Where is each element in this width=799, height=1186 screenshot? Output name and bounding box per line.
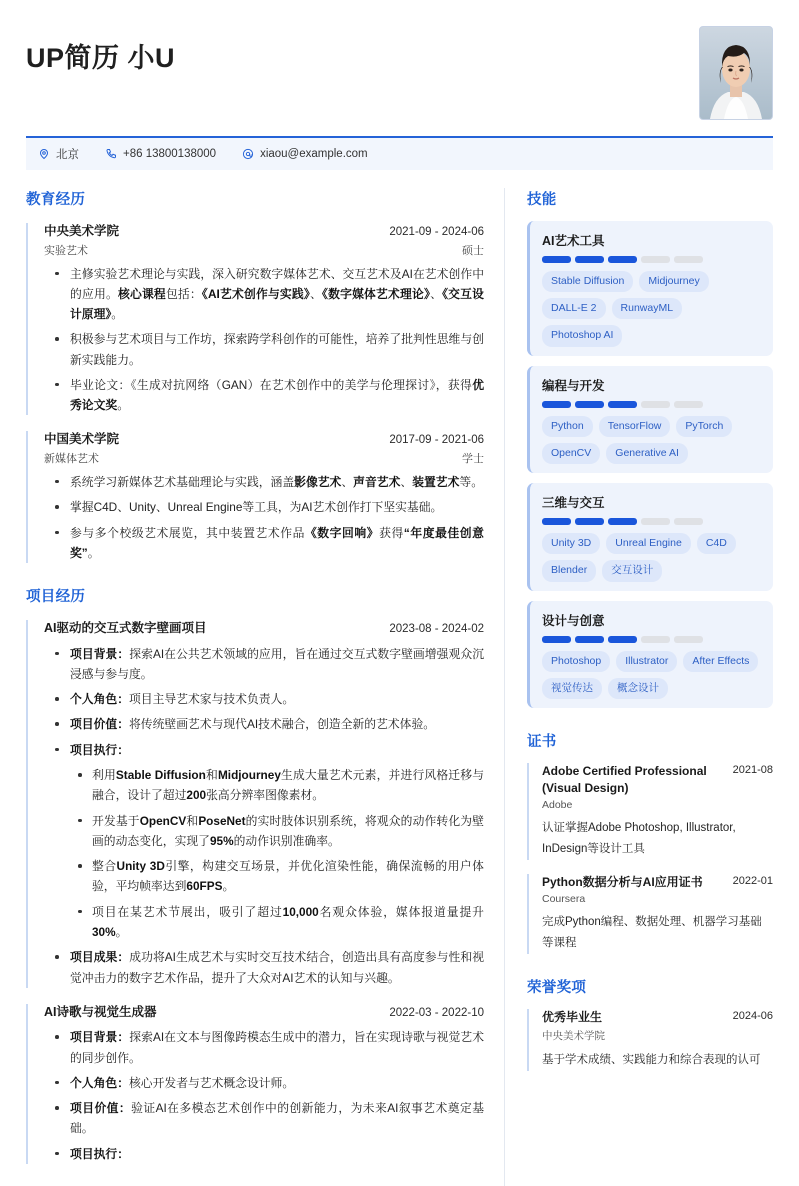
skill-level-segment	[575, 636, 604, 643]
skill-level-segment	[608, 256, 637, 263]
side-entry-date: 2024-06	[732, 1010, 773, 1023]
skill-tag-list	[542, 533, 761, 581]
section-title: 教育经历	[26, 192, 86, 208]
resume-entry	[26, 223, 484, 415]
contact-location	[38, 146, 79, 162]
page-title: UP简历 小U	[26, 43, 176, 73]
skill-level-segment	[674, 401, 703, 408]
entry-organization: AI驱动的交互式数字壁画项目	[44, 621, 207, 636]
resume-body	[26, 188, 773, 1186]
skill-tag: RunwayML	[612, 298, 683, 319]
sub-bullet-item: 整合Unity 3D引擎，构建交互场景，并优化渲染性能，确保流畅的用户体验，平均帧率达到60FPS。	[70, 856, 484, 897]
bullet-item: 参与多个校级艺术展览，其中装置艺术作品《数字回响》获得“年度最佳创意奖”。	[44, 523, 484, 564]
entry-header	[44, 431, 484, 449]
bullet-item: 项目价值：将传统壁画艺术与现代AI技术融合，创造全新的艺术体验。	[44, 714, 484, 734]
resume-entry	[26, 1004, 484, 1164]
phone-icon	[105, 148, 117, 160]
entry-organization: AI诗歌与视觉生成器	[44, 1004, 157, 1019]
entry-bullet-list	[44, 472, 484, 563]
resume-entry	[26, 431, 484, 563]
bullet-item: 系统学习新媒体艺术基础理论与实践，涵盖影像艺术、声音艺术、装置艺术等。	[44, 472, 484, 492]
avatar	[699, 26, 773, 120]
skill-level-segment	[542, 401, 571, 408]
entry-date: 2017-09 - 2021-06	[389, 434, 484, 447]
skill-level-segment	[608, 636, 637, 643]
skill-level-bar	[542, 401, 761, 408]
skill-tag: TensorFlow	[599, 416, 671, 437]
entry-date: 2023-08 - 2024-02	[389, 623, 484, 636]
sub-bullet-item: 开发基于OpenCV和PoseNet的实时肢体识别系统，将观众的动作转化为壁画的动态变化，实现了95%的动作识别准确率。	[70, 811, 484, 852]
side-entry-header	[542, 874, 773, 891]
side-entry-issuer: Adobe	[542, 798, 573, 811]
side-entry-description: 认证掌握Adobe Photoshop, Illustrator, InDesign等设计工具	[542, 821, 736, 856]
entry-date: 2021-09 - 2024-06	[389, 226, 484, 238]
side-entry-description: 基于学术成绩、实践能力和综合表现的认可	[542, 1053, 761, 1066]
main-section	[26, 585, 484, 1164]
entry-organization: 中国美术学院	[44, 432, 120, 447]
honors-section	[527, 976, 773, 1071]
skill-tag: 视觉传达	[542, 678, 602, 699]
skill-tag-list	[542, 271, 761, 347]
skill-level-bar	[542, 256, 761, 263]
skill-tag: Unity 3D	[542, 533, 600, 554]
entry-header	[44, 223, 484, 241]
bullet-item: 主修实验艺术理论与实践，深入研究数字媒体艺术、交互艺术及AI在艺术创作中的应用。核心课程包括：《AI艺术创作与实践》、《数字媒体艺术理论》、《交互设计原理》。	[44, 264, 484, 325]
skill-card	[527, 601, 773, 708]
skill-tag: Illustrator	[616, 651, 677, 672]
section-title: 项目经历	[26, 589, 86, 606]
skill-card	[527, 221, 773, 356]
bullet-item: 项目价值：验证AI在多模态艺术创作中的创新能力，为未来AI叙事艺术奠定基础。	[44, 1098, 484, 1139]
skill-level-segment	[641, 636, 670, 643]
contact-email-text: xiaou@example.com	[260, 148, 368, 160]
entry-header	[44, 1004, 484, 1022]
certificates-section-title: 证书	[527, 733, 557, 750]
main-section	[26, 188, 484, 563]
skill-card	[527, 366, 773, 473]
skill-level-segment	[542, 256, 571, 263]
email-at-icon	[242, 148, 254, 160]
skill-tag: Python	[542, 416, 593, 437]
skill-tag: After Effects	[683, 651, 758, 672]
side-entry-description: 完成Python编程、数据处理、机器学习基础等课程	[542, 915, 762, 949]
honors-section-title: 荣誉奖项	[527, 980, 587, 997]
skills-section-title: 技能	[527, 192, 557, 208]
bullet-item: 项目成果：成功将AI生成艺术与实时交互技术结合，创造出具有高度参与性和视觉冲击力的数字艺术作品，提升了大众对AI艺术的认知与兴趣。	[44, 947, 484, 988]
entry-degree: 硕士	[462, 244, 484, 257]
contact-bar	[26, 138, 773, 170]
skill-level-segment	[608, 518, 637, 525]
entry-bullet-list	[44, 1027, 484, 1164]
side-entry-name: Python数据分析与AI应用证书	[542, 875, 703, 890]
skill-level-segment	[674, 636, 703, 643]
skill-level-segment	[542, 636, 571, 643]
skill-tag: DALL-E 2	[542, 298, 606, 319]
skills-section	[527, 188, 773, 708]
entry-major: 实验艺术	[44, 244, 88, 257]
side-entry	[527, 874, 773, 954]
skill-tag: 交互设计	[602, 560, 662, 581]
skill-tag: Midjourney	[639, 271, 708, 292]
skill-card-title: 设计与创意	[542, 613, 605, 628]
skill-tag: Photoshop AI	[542, 325, 622, 346]
entry-date: 2022-03 - 2022-10	[389, 1006, 484, 1019]
entry-subheader	[44, 242, 484, 258]
bullet-item: 项目背景：探索AI在公共艺术领域的应用，旨在通过交互式数字壁画增强观众沉浸感与参与度。	[44, 644, 484, 685]
side-entry-date: 2021-08	[732, 763, 773, 776]
side-entry	[527, 1009, 773, 1071]
entry-bullet-list	[44, 264, 484, 416]
entry-organization: 中央美术学院	[44, 224, 120, 238]
skill-level-segment	[641, 518, 670, 525]
entry-major: 新媒体艺术	[44, 452, 99, 465]
side-entry-issuer: Coursera	[542, 892, 586, 905]
skill-card-title: 三维与交互	[542, 496, 605, 511]
bullet-item: 个人角色：项目主导艺术家与技术负责人。	[44, 689, 484, 709]
skill-level-segment	[575, 256, 604, 263]
skill-level-bar	[542, 518, 761, 525]
skill-tag: Stable Diffusion	[542, 271, 633, 292]
entry-header	[44, 620, 484, 638]
resume-entry	[26, 620, 484, 988]
skill-level-segment	[608, 401, 637, 408]
side-entry-issuer: 中央美术学院	[542, 1029, 605, 1042]
portrait-photo-icon	[700, 27, 772, 119]
certificates-section	[527, 730, 773, 954]
entry-bullet-list	[44, 644, 484, 988]
sub-bullet-list	[70, 765, 484, 942]
bullet-item: 项目背景：探索AI在文本与图像跨模态生成中的潜力，旨在实现诗歌与视觉艺术的同步创作。	[44, 1027, 484, 1068]
bullet-item: 掌握C4D、Unity、Unreal Engine等工具，为AI艺术创作打下坚实基础。	[44, 497, 484, 517]
bullet-item: 积极参与艺术项目与工作坊，探索跨学科创作的可能性，培养了批判性思维与创新实践能力。	[44, 329, 484, 370]
contact-phone-text: +86 13800138000	[123, 148, 217, 160]
bullet-item: 个人角色：核心开发者与艺术概念设计师。	[44, 1073, 484, 1093]
side-entry-date: 2022-01	[732, 875, 773, 888]
skill-level-segment	[542, 518, 571, 525]
bullet-item: 项目执行： 利用Stable Diffusion和Midjourney生成大量艺术元素，并进行风格迁移与融合，设计了超过200张高分辨率图像素材。 开发基于OpenCV和PoseNet的实时肢体识别系统，将观众的动作转化为壁画的动态变化，实现了95%的动作识别准确率。 整合Unity 3D引擎，构建交互场景，并优化渲染性能，确保流畅的用户体验，平均帧率达到60FPS。 项目在某艺术节展出，吸引了超过10,000名观众体验，媒体报道量提升30%。	[44, 740, 484, 943]
resume-header	[0, 0, 799, 120]
skill-tag-list	[542, 416, 761, 464]
skill-card	[527, 483, 773, 590]
sub-bullet-item: 利用Stable Diffusion和Midjourney生成大量艺术元素，并进行风格迁移与融合，设计了超过200张高分辨率图像素材。	[70, 765, 484, 806]
main-column	[26, 188, 504, 1186]
sub-bullet-item: 项目在某艺术节展出，吸引了超过10,000名观众体验，媒体报道量提升30%。	[70, 902, 484, 943]
side-entry-header	[542, 1009, 773, 1026]
contact-location-text: 北京	[56, 149, 79, 161]
side-entry-header	[542, 763, 773, 798]
map-pin-icon	[38, 148, 50, 160]
skill-tag-list	[542, 651, 761, 699]
skill-level-segment	[575, 518, 604, 525]
entry-subheader	[44, 450, 484, 466]
skill-level-segment	[674, 518, 703, 525]
bullet-item: 项目执行：	[44, 1144, 484, 1164]
side-entry	[527, 763, 773, 860]
skill-tag: Unreal Engine	[606, 533, 691, 554]
side-entry-name: Adobe Certified Professional (Visual Design)	[542, 763, 707, 796]
skill-level-segment	[641, 256, 670, 263]
skill-tag: 概念设计	[608, 678, 668, 699]
skill-level-segment	[641, 401, 670, 408]
skill-tag: Blender	[542, 560, 596, 581]
contact-email	[242, 148, 368, 160]
skill-level-segment	[674, 256, 703, 263]
skill-tag: C4D	[697, 533, 736, 554]
side-entry-name: 优秀毕业生	[542, 1010, 603, 1025]
skill-tag: PyTorch	[676, 416, 732, 437]
skill-tag: Photoshop	[542, 651, 610, 672]
bullet-item: 毕业论文：《生成对抗网络（GAN）在艺术创作中的美学与伦理探讨》，获得优秀论文奖。	[44, 375, 484, 416]
skill-level-bar	[542, 636, 761, 643]
skill-tag: Generative AI	[606, 443, 688, 464]
skill-tag: OpenCV	[542, 443, 600, 464]
skill-card-title: AI艺术工具	[542, 234, 605, 248]
skill-level-segment	[575, 401, 604, 408]
skill-card-title: 编程与开发	[542, 378, 605, 393]
contact-phone	[105, 148, 216, 160]
entry-degree: 学士	[462, 452, 484, 465]
sidebar-column	[505, 188, 773, 1093]
